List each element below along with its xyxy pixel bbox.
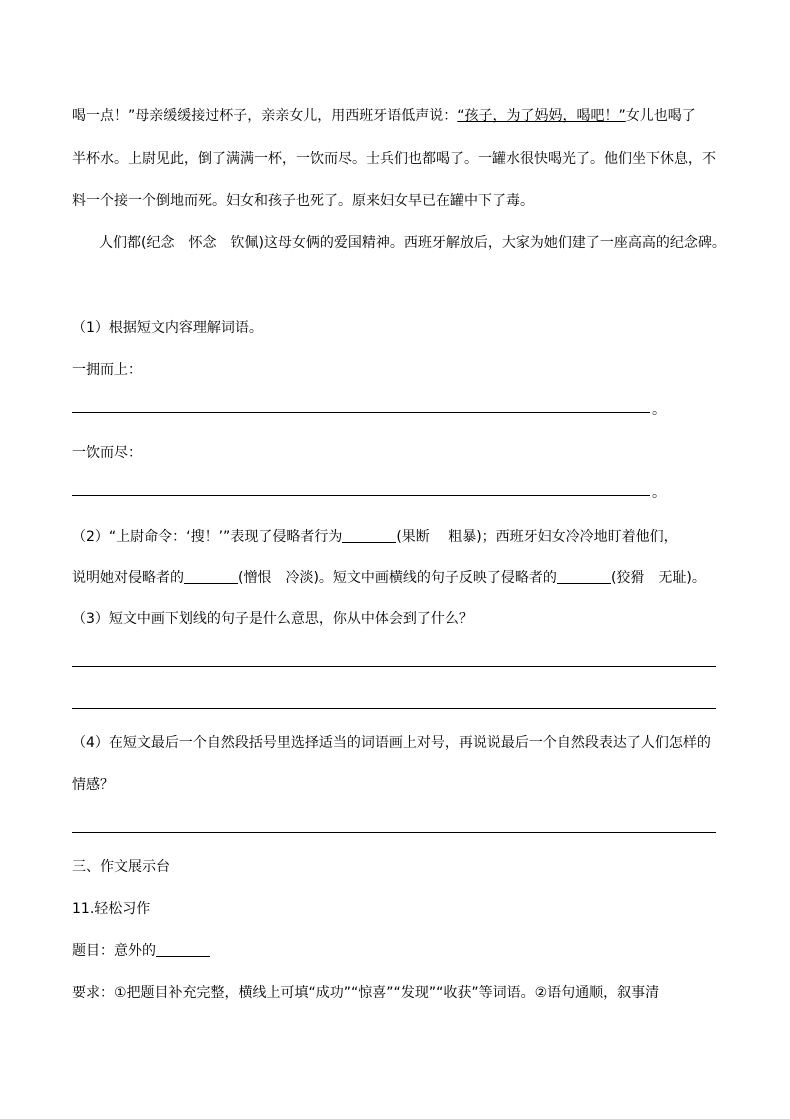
passage-line-1 xyxy=(72,106,696,126)
passage-line-2: 半杯水。上尉见此，倒了满满一杯，一饮而尽。士兵们也都喝了。一罐水很快喝光了。他们坐下休息，不 xyxy=(72,151,716,167)
q2-blank-3[interactable] xyxy=(557,569,611,584)
q1-word-1: 一拥而上： xyxy=(72,362,142,378)
answer-line-1-period: 。 xyxy=(652,402,666,418)
essay-requirement: 要求：①把题目补充完整，横线上可填“成功”“惊喜”“发现”“收获”等词语。②语句通顺，叙事清 xyxy=(72,985,660,1001)
q1-word-2: 一饮而尽： xyxy=(72,445,142,461)
passage-line-1-end: 女儿也喝了 xyxy=(625,108,696,124)
question-4-line-1: （4）在短文最后一个自然段括号里选择适当的词语画上对号，再说说最后一个自然段表达了人们怎样的 xyxy=(72,735,711,751)
q2-text-e: (狡猾 无耻)。 xyxy=(610,570,706,586)
question-3: （3）短文中画下划线的句子是什么意思，你从中体会到了什么？ xyxy=(72,611,473,627)
question-4-line-2: 情感？ xyxy=(72,777,114,793)
answer-line-2-period: 。 xyxy=(652,485,666,501)
answer-line-3b[interactable] xyxy=(72,708,716,709)
q2-text-a: （2）“上尉命令：‘搜！’”表现了侵略者行为 xyxy=(72,529,343,545)
section-3-heading: 三、作文展示台 xyxy=(72,859,170,875)
passage-line-1-start: 喝一点！”母亲缓缓接过杯子，亲亲女儿，用西班牙语低声说： xyxy=(72,108,458,124)
answer-line-1[interactable] xyxy=(72,412,650,413)
q2-text-b: (果断 粗暴)；西班牙妇女冷冷地盯着他们， xyxy=(396,529,678,545)
answer-line-4[interactable] xyxy=(72,832,716,833)
underlined-quote: “孩子，为了妈妈，喝吧！” xyxy=(457,108,626,124)
section-3-item: 11.轻松习作 xyxy=(72,901,151,917)
answer-line-2[interactable] xyxy=(72,495,650,496)
q2-text-c: 说明她对侵略者的 xyxy=(72,570,184,586)
essay-title xyxy=(72,941,210,961)
q2-blank-1[interactable] xyxy=(342,528,396,543)
question-1: （1）根据短文内容理解词语。 xyxy=(72,320,263,336)
passage-line-3: 料一个接一个倒地而死。妇女和孩子也死了。原来妇女早已在罐中下了毒。 xyxy=(72,193,534,209)
q2-text-d: (憎恨 冷淡)。短文中画横线的句子反映了侵略者的 xyxy=(238,570,557,586)
q2-blank-2[interactable] xyxy=(184,569,238,584)
passage-line-4: 人们都(纪念 怀念 钦佩)这母女俩的爱国精神。西班牙解放后，大家为她们建了一座高高的纪念碑。 xyxy=(99,235,726,251)
essay-title-label: 题目：意外的 xyxy=(72,943,156,959)
essay-title-blank[interactable] xyxy=(156,942,210,957)
answer-line-3a[interactable] xyxy=(72,666,716,667)
question-2-line-1 xyxy=(72,527,678,547)
question-2-line-2 xyxy=(72,568,706,588)
